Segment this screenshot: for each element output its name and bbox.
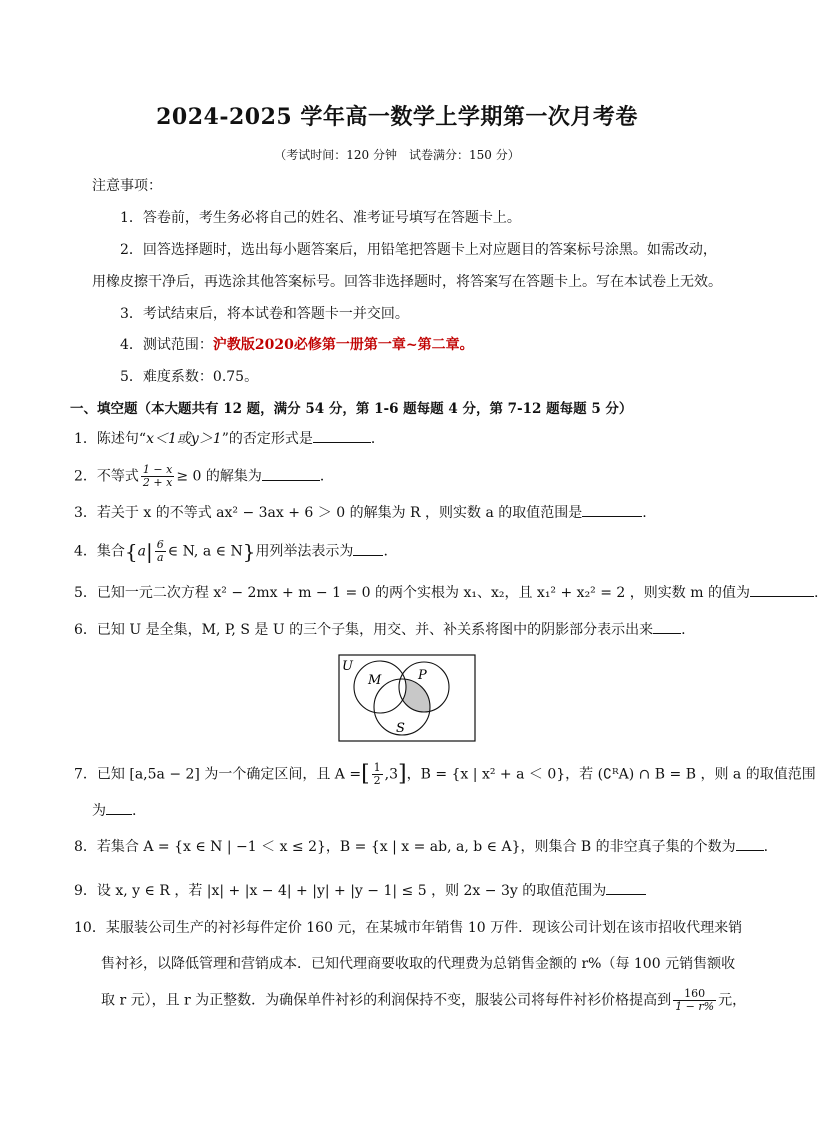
q10-text-c: 取 r 元），且 r 为正整数．为确保单件衬衫的利润保持不变，服装公司将每件衬衫价格提高到: [101, 992, 672, 1009]
q10-denominator: 1 − r%: [675, 1000, 715, 1013]
q7-numerator: 1: [373, 761, 381, 774]
question-7-cont: [92, 800, 136, 822]
question-6: [74, 619, 686, 641]
note-3: 3．考试结束后，将本试卷和答题卡一并交回。: [120, 306, 409, 322]
q9-answer-blank: [606, 880, 646, 895]
q1-text-b: ”的否定形式是: [221, 431, 313, 447]
venn-label-u: U: [342, 659, 353, 674]
q4-denominator: a: [156, 551, 164, 564]
q7-answer-blank: [106, 800, 132, 815]
q6-text: 6．已知 U 是全集，M, P, S 是 U 的三个子集，用交、并、补关系将图中的阴影部分表示出来: [74, 622, 654, 638]
q1-text-a: 1．陈述句“: [74, 431, 147, 447]
venn-diagram: [338, 654, 476, 742]
q4-brace-right: }: [242, 539, 256, 564]
q4-set-condition: ∈ N, a ∈ N: [167, 543, 243, 560]
question-10-line-1: 10．某服装公司生产的衬衫每件定价 160 元，在某城市年销售 10 万件．现该公司计划在该市招收代理来销: [74, 920, 743, 936]
q4-set-var: a: [137, 543, 147, 560]
question-2: [74, 464, 334, 489]
venn-label-s: S: [396, 721, 405, 736]
q4-text-a: 4．集合: [74, 543, 125, 560]
q4-end: .: [383, 543, 388, 560]
q7-text-c: ，B = {x | x² + a ＜ 0}，若 (∁ᴿA) ∩ B = B ，则 a 的取值范围: [406, 766, 816, 783]
note-1: 1．答卷前，考生务必将自己的姓名、准考证号填写在答题卡上。: [120, 210, 521, 226]
q4-text-b: 用列举法表示为: [255, 543, 354, 560]
question-9: [74, 880, 646, 902]
question-10-line-3: [101, 988, 746, 1013]
q1-end: ．: [370, 431, 385, 447]
q3-text: 3．若关于 x 的不等式 ax² − 3ax + 6 ＞ 0 的解集为 R ，则实数 a 的取值范围是: [74, 505, 583, 521]
q2-numerator: 1 − x: [142, 463, 173, 476]
question-7: [74, 762, 816, 787]
q5-end: .: [813, 585, 818, 601]
q9-text: 9．设 x, y ∈ R ，若 |x| + |x − 4| + |y| + |y − 1| ≤ 5 ，则 2x − 3y 的取值范围为: [74, 883, 607, 899]
q3-answer-blank: [582, 502, 642, 517]
q10-end: 元，: [718, 992, 747, 1009]
q10-fraction: [673, 988, 716, 1013]
q4-bar: |: [146, 539, 153, 564]
venn-label-p: P: [418, 668, 427, 683]
note-2a: 2．回答选择题时，选出每小题答案后，用铅笔把答题卡上对应题目的答案标号涂黑。如需改动，: [120, 242, 717, 258]
q4-fraction: [155, 539, 166, 564]
q7-denominator: 2: [373, 774, 381, 787]
question-5: [74, 582, 818, 604]
question-8: [74, 836, 768, 858]
note-4: [120, 334, 474, 356]
q1-answer-blank: [313, 428, 371, 443]
q4-answer-blank: [353, 541, 383, 556]
q7-end: .: [132, 803, 137, 819]
q1-math: x＜1或y＞1: [146, 431, 222, 447]
q2-end: ．: [319, 468, 334, 485]
q2-answer-blank: [262, 466, 320, 481]
note-2b: 用橡皮擦干净后，再选涂其他答案标号。回答非选择题时，将答案写在答题卡上。写在本试卷上无效。: [92, 274, 722, 290]
question-10-line-2: 售衬衫，以降低管理和营销成本．已知代理商要收取的代理费为总销售金额的 r%（每 100 元销售额收: [101, 956, 736, 972]
venn-label-m: M: [368, 673, 382, 688]
exam-title: 2024-2025 学年高一数学上学期第一次月考卷: [156, 104, 638, 130]
q5-answer-blank: [750, 582, 814, 597]
q3-end: .: [642, 505, 647, 521]
q5-text: 5．已知一元二次方程 x² − 2mx + m − 1 = 0 的两个实根为 x₁、x₂，且 x₁² + x₂² = 2 ，则实数 m 的值为: [74, 585, 750, 601]
q7-text-d: 为: [92, 803, 106, 819]
exam-subtitle: （考试时间：120 分钟 试卷满分：150 分）: [274, 148, 520, 162]
q7-interval-end: ,3: [384, 766, 399, 783]
q7-bracket-right: ]: [398, 761, 407, 787]
note-4-range: 沪教版2020必修第一册第一章~第二章。: [212, 337, 474, 353]
note-5: 5．难度系数：0.75。: [120, 369, 259, 385]
q2-fraction: [141, 464, 174, 489]
q2-denominator: 2 + x: [142, 476, 173, 489]
note-4-prefix: 4．测试范围：: [120, 337, 213, 353]
q7-text-a: 7．已知 [a,5a − 2] 为一个确定区间，且 A =: [74, 766, 362, 783]
q7-bracket-left: [: [361, 761, 370, 787]
section-1-heading: 一、填空题（本大题共有 12 题，满分 54 分，第 1-6 题每题 4 分，第 7-12 题每题 5 分）: [70, 401, 633, 417]
q8-end: .: [763, 839, 769, 855]
q6-answer-blank: [653, 619, 681, 634]
question-1: [74, 428, 385, 450]
q4-brace-left: {: [124, 539, 138, 564]
q6-end: .: [681, 622, 686, 638]
q4-numerator: 6: [156, 538, 164, 551]
q2-text-a: 2．不等式: [74, 468, 139, 485]
question-3: [74, 502, 647, 524]
question-4: [74, 539, 388, 564]
notes-heading: 注意事项：: [92, 178, 162, 194]
q8-text: 8．若集合 A = {x ∈ N | −1 ＜ x ≤ 2}，B = {x | x = ab, a, b ∈ A}，则集合 B 的非空真子集的个数为: [74, 839, 736, 855]
q7-fraction: [372, 762, 383, 787]
q10-numerator: 160: [673, 988, 716, 1001]
q2-text-b: ≥ 0 的解集为: [176, 468, 262, 485]
q8-answer-blank: [736, 836, 764, 851]
